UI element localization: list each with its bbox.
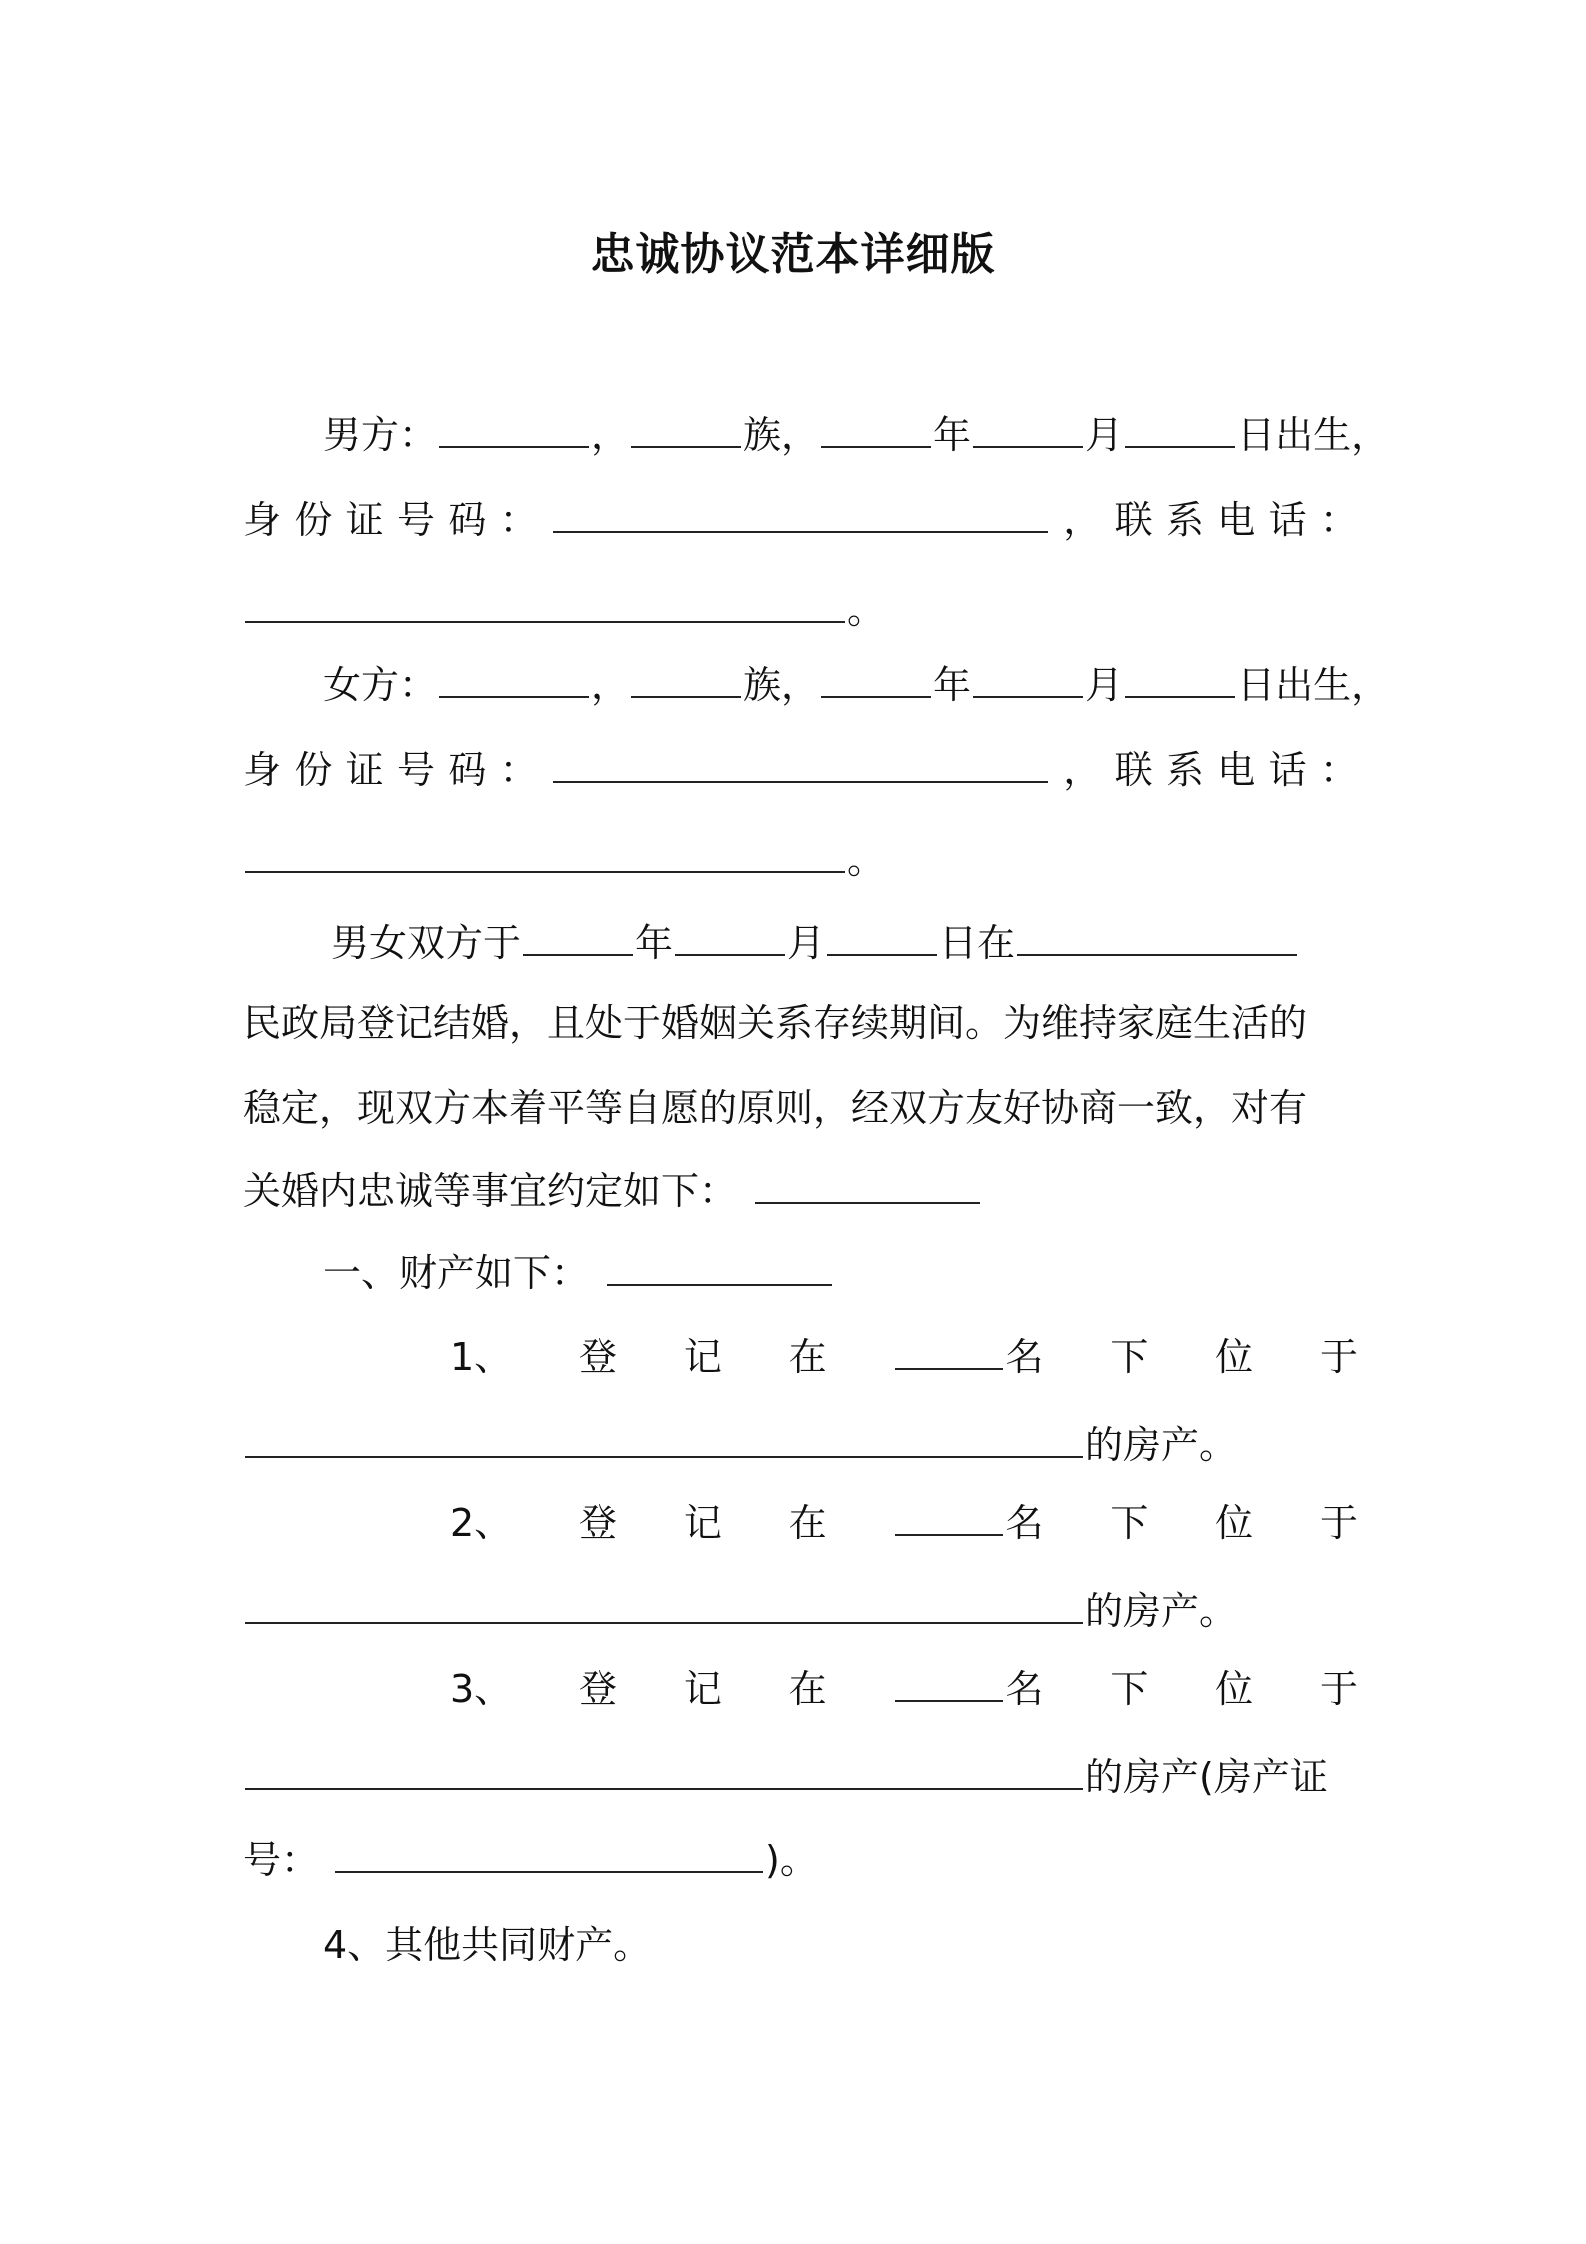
- property-item-2: [243, 1498, 1358, 1548]
- label-char: 联: [1114, 748, 1153, 792]
- female-id-blank: [553, 745, 1048, 783]
- label-char: 份: [294, 748, 333, 792]
- property-item-3: [243, 1664, 1358, 1714]
- separator: ，: [591, 413, 630, 457]
- marriage-line-1: [243, 918, 1446, 968]
- female-info-line-2: [243, 745, 1358, 795]
- property-heading: [243, 1248, 1438, 1298]
- marriage-day-blank: [827, 918, 937, 956]
- ethnic-label: 族，: [743, 413, 820, 457]
- label-char: 名: [1005, 1335, 1044, 1379]
- marriage-year-blank: [523, 918, 633, 956]
- owner-blank: [895, 1498, 1003, 1536]
- label-char: 号: [396, 748, 435, 792]
- property-heading-blank: [607, 1248, 832, 1286]
- owner-blank: [895, 1332, 1003, 1370]
- male-phone-blank: [245, 585, 845, 623]
- male-ethnic-blank: [631, 410, 741, 448]
- marriage-line-4-text: 关婚内忠诚等事宜约定如下：: [243, 1169, 738, 1213]
- female-month-blank: [973, 660, 1083, 698]
- male-day-blank: [1125, 410, 1235, 448]
- document-title: 忠诚协议范本详细版: [590, 229, 996, 280]
- month-label: 月: [1085, 663, 1124, 707]
- cert-number-blank: [335, 1835, 763, 1873]
- born-label: 日出生，: [1237, 663, 1390, 707]
- period: 。: [847, 588, 886, 632]
- label-char: ：: [1319, 748, 1358, 792]
- label-char: 系: [1165, 748, 1204, 792]
- marriage-place-blank: [1017, 918, 1297, 956]
- label-char: 份: [294, 498, 333, 542]
- property-item-1: [243, 1332, 1358, 1382]
- label-char: 电: [1217, 498, 1256, 542]
- ethnic-label: 族，: [743, 663, 820, 707]
- label-char: ：: [1319, 498, 1358, 542]
- separator: ，: [1063, 498, 1102, 542]
- label-char: 名: [1005, 1667, 1044, 1711]
- female-name-blank: [439, 660, 589, 698]
- label-char: 记: [683, 1335, 722, 1379]
- male-info-line-1: [243, 410, 1438, 460]
- label-char: 于: [1319, 1667, 1358, 1711]
- label-char: 身: [243, 748, 282, 792]
- label-char: 位: [1215, 1667, 1254, 1711]
- item-number: 2、: [450, 1501, 513, 1545]
- property-item-2-address: [243, 1586, 1358, 1636]
- label-char: ：: [499, 748, 538, 792]
- address-blank: [245, 1420, 1083, 1458]
- property-heading-text: 一、财产如下：: [323, 1251, 590, 1295]
- marriage-month-blank: [675, 918, 785, 956]
- cert-end: )。: [765, 1838, 818, 1882]
- marriage-prefix: 男女双方于: [331, 921, 522, 965]
- label-char: 登: [579, 1667, 618, 1711]
- property-item-4: 4、其他共同财产。: [323, 1923, 652, 1967]
- label-char: 下: [1110, 1335, 1149, 1379]
- label-char: 证: [345, 498, 384, 542]
- label-char: 在: [788, 1335, 827, 1379]
- male-info-line-2: [243, 495, 1358, 545]
- property-item-1-address: [243, 1420, 1358, 1470]
- item-end: 的房产。: [1085, 1423, 1238, 1467]
- label-char: 身: [243, 498, 282, 542]
- female-phone-blank: [245, 835, 845, 873]
- label-char: 电: [1217, 748, 1256, 792]
- label-char: 位: [1215, 1501, 1254, 1545]
- male-year-blank: [821, 410, 931, 448]
- born-label: 日出生，: [1237, 413, 1390, 457]
- female-info-line-3: [243, 835, 1358, 885]
- item-number: 3、: [450, 1667, 513, 1711]
- marriage-line-2: 民政局登记结婚，且处于婚姻关系存续期间。为维持家庭生活的: [243, 1001, 1308, 1045]
- label-char: 于: [1319, 1335, 1358, 1379]
- label-char: 登: [579, 1335, 618, 1379]
- female-info-line-1: [243, 660, 1438, 710]
- property-item-3-address: [243, 1752, 1358, 1802]
- separator: ，: [591, 663, 630, 707]
- label-char: 证: [345, 748, 384, 792]
- label-char: 位: [1215, 1335, 1254, 1379]
- address-blank: [245, 1586, 1083, 1624]
- marriage-line-3: 稳定，现双方本着平等自愿的原则，经双方友好协商一致，对有: [243, 1086, 1308, 1130]
- male-info-line-3: [243, 585, 1358, 635]
- label-char: 登: [579, 1501, 618, 1545]
- label-char: 名: [1005, 1501, 1044, 1545]
- label-char: 码: [448, 498, 487, 542]
- period: 。: [847, 838, 886, 882]
- female-ethnic-blank: [631, 660, 741, 698]
- item-number: 1、: [450, 1335, 513, 1379]
- male-name-blank: [439, 410, 589, 448]
- label-char: 号: [396, 498, 435, 542]
- item-end: 的房产(房产证: [1085, 1755, 1328, 1799]
- male-month-blank: [973, 410, 1083, 448]
- label-char: 码: [448, 748, 487, 792]
- label-char: 于: [1319, 1501, 1358, 1545]
- male-label: 男方：: [323, 413, 438, 457]
- female-day-blank: [1125, 660, 1235, 698]
- label-char: ：: [499, 498, 538, 542]
- female-label: 女方：: [323, 663, 438, 707]
- label-char: 系: [1165, 498, 1204, 542]
- year-label: 年: [933, 663, 972, 707]
- label-char: 下: [1110, 1667, 1149, 1711]
- female-year-blank: [821, 660, 931, 698]
- property-item-3-cert: [243, 1835, 1358, 1885]
- label-char: 话: [1268, 498, 1307, 542]
- day-at-label: 日在: [939, 921, 1016, 965]
- male-id-blank: [553, 495, 1048, 533]
- agreement-blank: [755, 1166, 980, 1204]
- label-char: 记: [683, 1501, 722, 1545]
- separator: ，: [1063, 748, 1102, 792]
- label-char: 下: [1110, 1501, 1149, 1545]
- item-end: 的房产。: [1085, 1589, 1238, 1633]
- label-char: 在: [788, 1501, 827, 1545]
- marriage-line-4: [243, 1166, 1358, 1216]
- label-char: 记: [683, 1667, 722, 1711]
- label-char: 联: [1114, 498, 1153, 542]
- label-char: 话: [1268, 748, 1307, 792]
- address-blank: [245, 1752, 1083, 1790]
- label-char: 在: [788, 1667, 827, 1711]
- month-label: 月: [1085, 413, 1124, 457]
- cert-label: 号：: [243, 1838, 320, 1882]
- owner-blank: [895, 1664, 1003, 1702]
- year-label: 年: [635, 921, 674, 965]
- month-label: 月: [787, 921, 826, 965]
- year-label: 年: [933, 413, 972, 457]
